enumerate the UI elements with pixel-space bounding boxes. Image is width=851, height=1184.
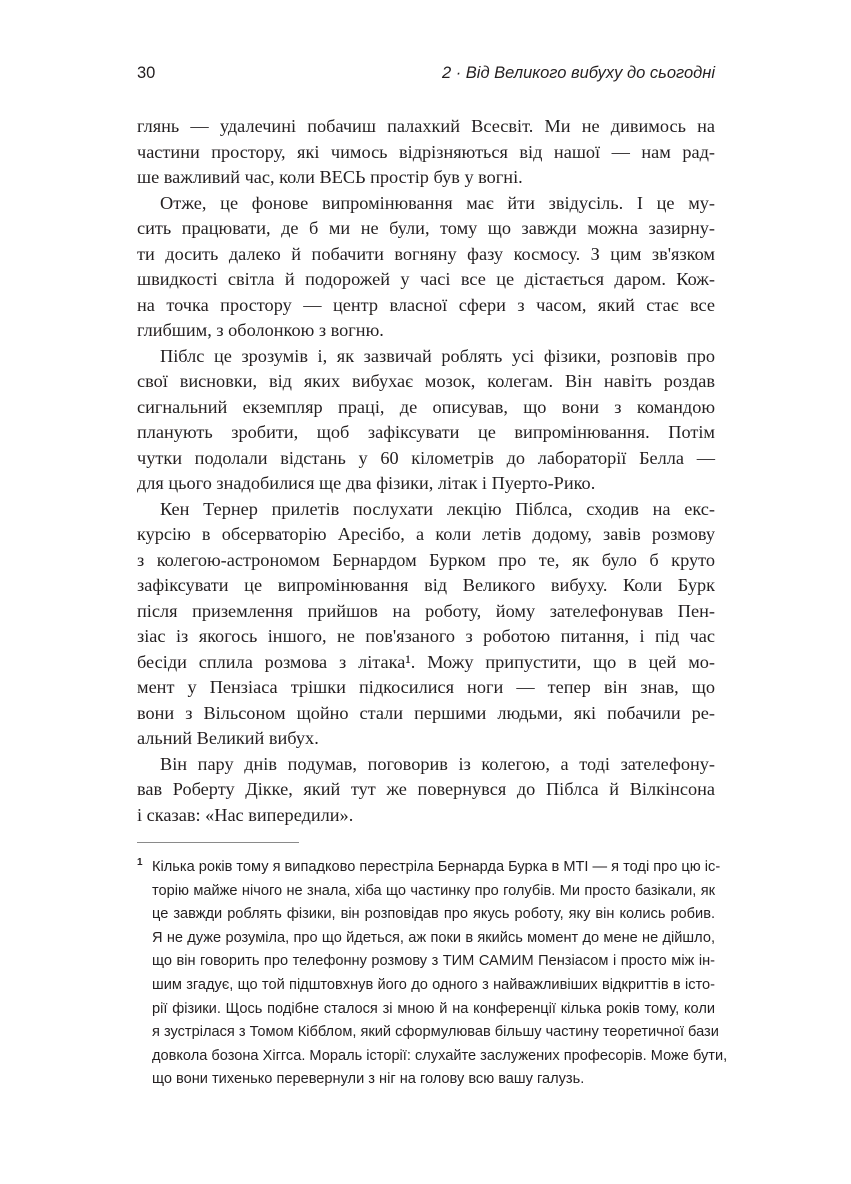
body-line: Він пару днів подумав, поговорив із колегою, а тоді зателефону- [160,753,715,774]
body-text [137,114,715,828]
footnote [137,856,728,1092]
body-line: чутки подолали відстань у 60 кілометрів до лабораторії Белла — [137,447,715,468]
body-line: свої висновки, від яких вибухає мозок, колегам. Він навіть роздав [137,371,715,391]
footnote-line: Кілька років тому я випадково перестріла Бернарда Бурка в MTI — я тоді про цю іс- [152,859,721,875]
body-line: Кен Тернер прилетів послухати лекцію Піблса, сходив на екс- [160,498,715,519]
footnote-line: я зустрілася з Томом Кібблом, який сформулював більшу частину теоретичної бази [152,1024,719,1041]
body-line: ти досить далеко й побачити вогняну фазу космосу. З цим зв'язком [137,243,715,264]
body-line: вав Роберту Дікке, який тут же повернувся до Піблса й Вілкінсона [137,779,715,799]
body-line: Піблс це зрозумів і, як зазвичай роблять усі фізики, розповів про [160,345,715,366]
chapter-title: 2 · Від Великого вибуху до сьогодні [441,64,715,82]
footnote-line: що вони тихенько перевернули з ніг на голову всю вашу галузь. [152,1071,585,1088]
body-line: бесіди сплила розмова з літака¹. Можу припустити, що в цей мо- [137,651,715,672]
footnote-marker: 1 [137,857,143,868]
page-number: 30 [137,64,156,82]
body-line: Отже, це фонове випромінювання має йти звідусіль. І це му- [160,192,715,213]
body-line: швидкості світла й подорожей у часі все це дістається даром. Кож- [137,269,715,289]
footnote-line: торію майже нічого не знала, хіба що частинку про голубів. Ми просто базікали, як [152,882,715,899]
body-line: глибшим, з оболонкою з вогню. [137,320,384,340]
body-line: для цього знадобилися ще два фізики, літак і Пуерто-Рико. [137,473,596,493]
body-line: ше важливий час, коли ВЕСЬ простір був у вогні. [137,167,523,187]
running-head [137,64,715,88]
body-line: планують зробити, щоб зафіксувати це випромінювання. Потім [137,422,715,442]
body-line: курсію в обсерваторію Аресібо, а коли летів додому, завів розмову [137,524,715,544]
body-line: на точка простору — центр власної сфери з часом, який стає все [137,294,715,315]
footnote-line: довкола бозона Хіггса. Мораль історії: слухайте заслужених професорів. Може бути, [152,1047,728,1064]
body-line: глянь — удалечині побачиш палахкий Всесвіт. Ми не дивимось на [137,116,715,136]
body-line: мент у Пензіаса трішки підкосилися ноги — тепер він знав, що [137,677,715,697]
footnote-line: Я не дуже розуміла, про що йдеться, аж поки в якийсь момент до мене не дійшло, [152,929,715,946]
body-line: вони з Вільсоном щойно стали першими людьми, які побачили ре- [137,702,715,723]
footnote-line: що він говорить про телефонну розмову з ТИМ САМИМ Пензіасом і просто між ін- [152,953,715,970]
footnote-line: рії фізики. Щось подібне сталося зі мною й на конференції кілька років тому, коли [152,1000,715,1017]
body-line: з колегою-астрономом Бернардом Бурком про те, як було б круто [137,549,715,570]
footnote-divider [137,842,299,843]
body-line: і сказав: «Нас випередили». [137,804,354,825]
body-line: сить працювати, де б ми не були, тому що завжди можна зазирну- [137,218,715,238]
body-line: зафіксувати це випромінювання від Великого вибуху. Коли Бурк [137,575,715,595]
footnote-line: шим згадує, що той підштовхнув його до одного з найважливіших відкриттів в істо- [152,976,715,993]
footnote-line: це завжди роблять фізики, він розповідав про якусь роботу, яку він колись робив. [152,906,715,923]
body-line: частини простору, які чимось відрізняються від нашої — нам рад- [137,141,715,162]
body-line: після приземлення прийшов на роботу, йому зателефонував Пен- [137,600,715,621]
body-line: зіас із якогось іншого, не пов'язаного з роботою питання, і під час [137,626,715,646]
body-line: альний Великий вибух. [137,728,319,748]
body-line: сигнальний екземпляр праці, де описував, що вони з командою [137,396,715,417]
